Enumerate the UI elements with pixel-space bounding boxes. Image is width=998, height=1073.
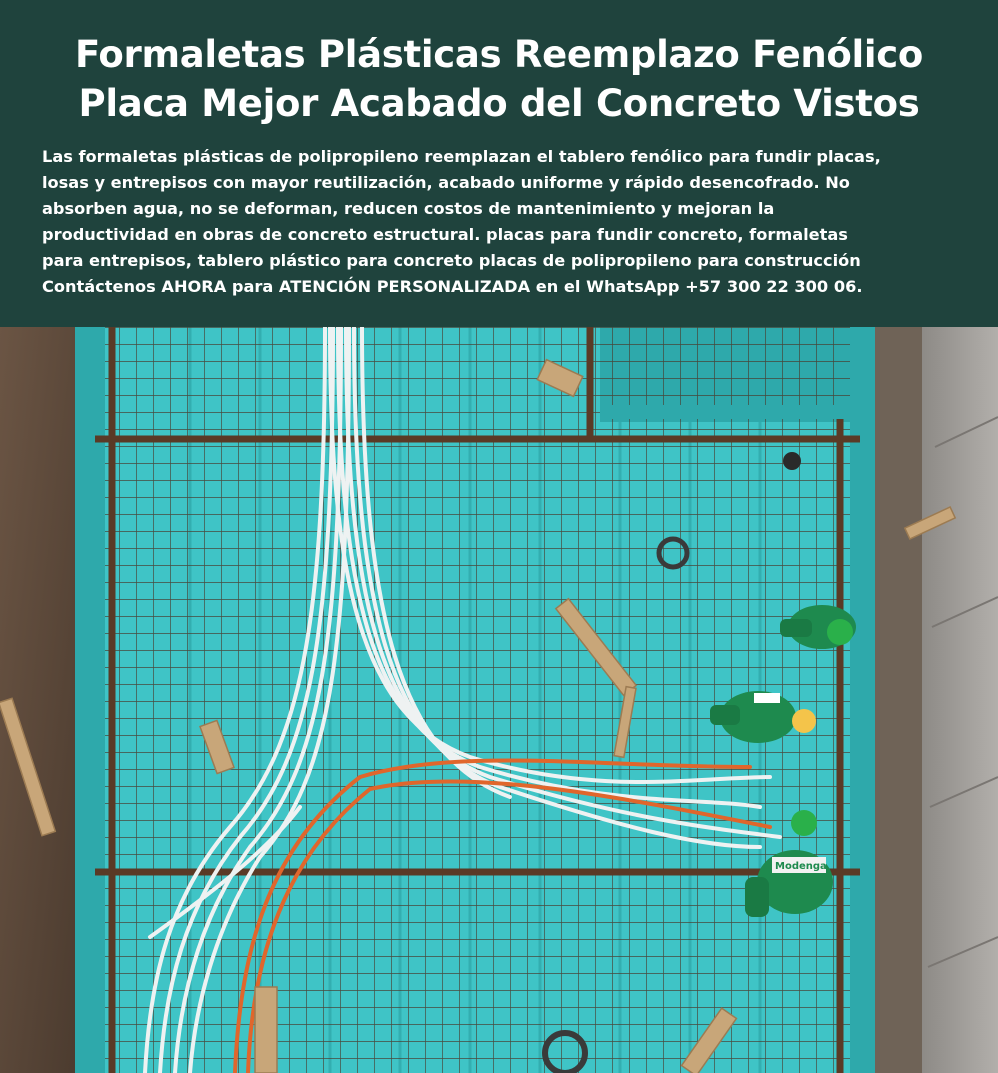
page-title bbox=[0, 30, 998, 128]
description-line-2: losas y entrepisos con mayor reutilización, acabado uniforme y rápido desencofrado. No bbox=[42, 173, 850, 192]
description-line-5: para entrepisos, tablero plástico para concreto placas de polipropileno para construcción bbox=[42, 251, 861, 270]
description-line-3: absorben agua, no se deforman, reducen costos de mantenimiento y mejoran la bbox=[42, 199, 775, 218]
description-line-4: productividad en obras de concreto estructural. placas para fundir concreto, formaletas bbox=[42, 225, 848, 244]
description-line-1: Las formaletas plásticas de polipropileno reemplazan el tablero fenólico para fundir placas, bbox=[42, 147, 881, 166]
title-line-2: Placa Mejor Acabado del Concreto Vistos bbox=[78, 82, 920, 125]
description-line-6: Contáctenos AHORA para ATENCIÓN PERSONALIZADA en el WhatsApp +57 300 22 300 06. bbox=[42, 277, 863, 296]
worker-vest-label: Modenga bbox=[775, 861, 827, 872]
title-line-1: Formaletas Plásticas Reemplazo Fenólico bbox=[74, 33, 924, 76]
header-banner bbox=[0, 0, 998, 327]
concrete-wall bbox=[922, 327, 998, 1073]
description bbox=[42, 144, 982, 300]
wood-board bbox=[255, 987, 277, 1073]
bucket bbox=[783, 452, 801, 470]
construction-photo bbox=[0, 327, 998, 1073]
